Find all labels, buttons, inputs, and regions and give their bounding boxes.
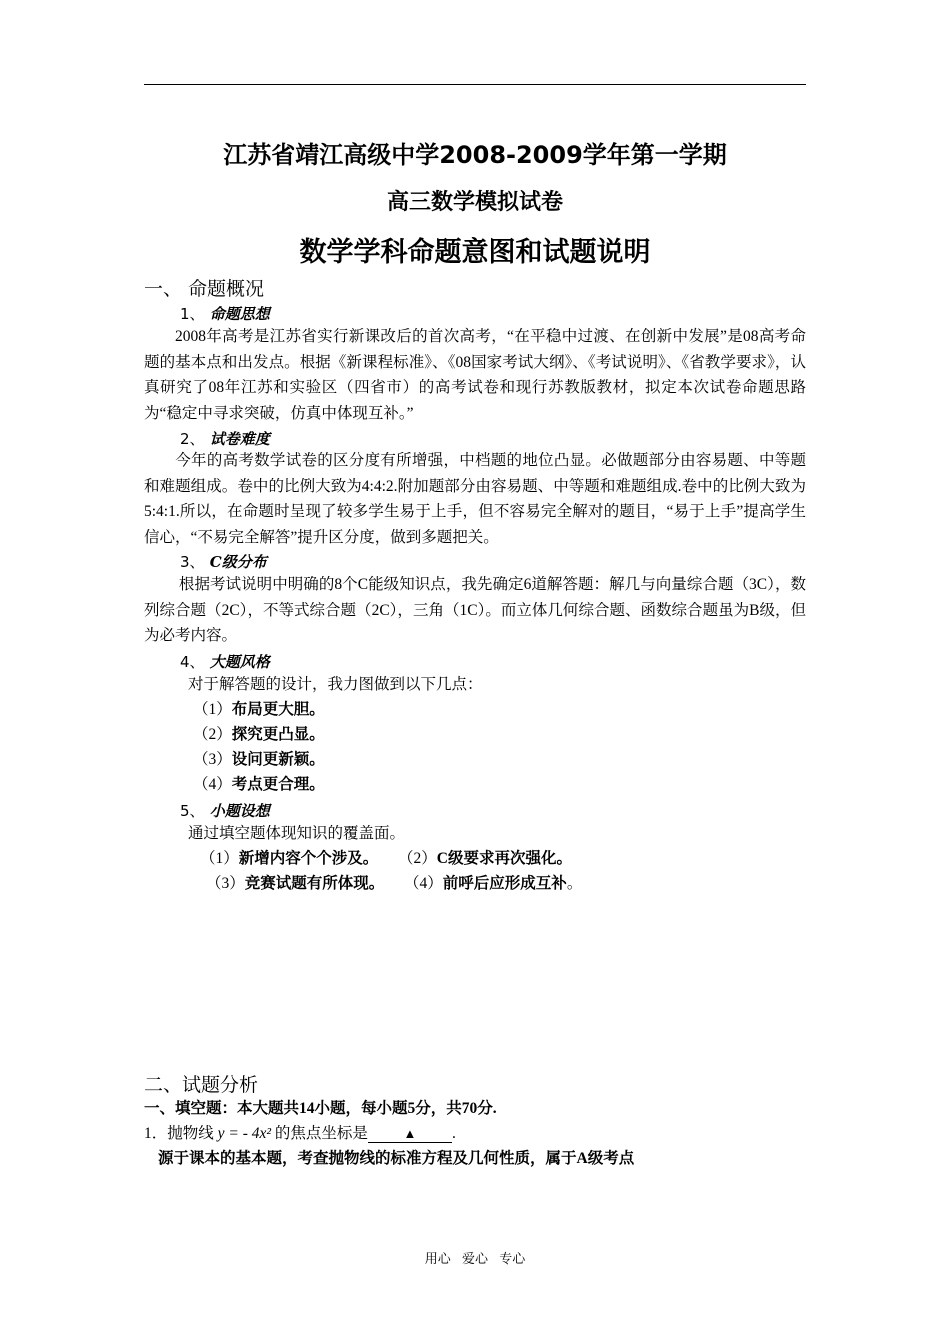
style-point-3	[193, 747, 325, 772]
section1-heading: 一、 命题概况	[144, 278, 265, 300]
subheading-num: 4、	[180, 653, 205, 671]
question-formula: y = - 4x²	[217, 1125, 272, 1142]
point-end: 。	[566, 875, 583, 892]
subheading-2	[180, 428, 270, 449]
paragraph-text: 今年的高考数学试卷的区分度有所增强，中档题的地位凸显。必做题部分由容易题、中等题和难题组成。卷中的比例大致为4:4:2.附加题部分由容易题、中等题和难题组成.卷中的比例大致为5:4:1.所以，在命题时呈现了较多学生易于上手，但不容易完全解对的题目，“易于上手”提高学生信心，“不易完全解答”提升区分度，做到多题把关。	[144, 452, 806, 546]
subheading-title: 命题思想	[209, 305, 270, 323]
subheading-3	[180, 551, 267, 572]
small-q-intro: 通过填空题体现知识的覆盖面。	[188, 825, 406, 842]
answer-blank: ▲	[368, 1126, 452, 1143]
point-num: （2）	[398, 850, 437, 867]
paragraph-3	[144, 572, 806, 649]
subheading-num: 2、	[180, 430, 205, 448]
subheading-title: 小题设想	[209, 802, 270, 820]
question-num: 1．抛物线	[144, 1125, 214, 1142]
point-num: （4）	[404, 875, 443, 892]
style-point-2	[193, 722, 325, 747]
question-1	[144, 1121, 456, 1146]
point-num: （4）	[193, 776, 232, 793]
style-intro: 对于解答题的设计，我力图做到以下几点：	[188, 676, 483, 693]
point-text: 新增内容个个涉及。	[238, 850, 379, 867]
subheading-title: 试卷难度	[209, 430, 270, 448]
point-text: 考点更合理。	[231, 776, 325, 793]
subheading-title: 大题风格	[209, 653, 270, 671]
point-num: （1）	[193, 701, 232, 718]
question-text: 的焦点坐标是	[274, 1125, 368, 1142]
question-end: .	[451, 1125, 456, 1142]
subheading-title: C级分布	[209, 553, 267, 571]
paragraph-text: 2008年高考是江苏省实行新课改后的首次高考，“在平稳中过渡、在创新中发展”是08高考命题的基本点和出发点。根据《新课程标准》、《08国家考试大纲》、《考试说明》、《省教学要求》，认真研究了08年江苏和实验区（四省市）的高考试卷和现行苏教版教材，拟定本次试卷命题思路为“稳定中寻求突破，仿真中体现互补。”	[144, 328, 806, 422]
point-text: 布局更大胆。	[231, 701, 325, 718]
point-num: （3）	[193, 751, 232, 768]
small-q-points-row1	[200, 846, 572, 871]
subheading-num: 5、	[180, 802, 205, 820]
doc-title-main: 数学学科命题意图和试题说明	[299, 237, 651, 268]
point-num: （2）	[193, 726, 232, 743]
paragraph-2	[144, 448, 806, 550]
point-text: 前呼后应形成互补	[442, 875, 567, 892]
doc-title-school: 江苏省靖江高级中学2008-2009学年第一学期	[223, 141, 727, 169]
point-num: （3）	[206, 875, 245, 892]
page-footer: 用心 爱心 专心	[424, 1251, 526, 1266]
point-text: 竞赛试题有所体现。	[244, 875, 385, 892]
subheading-num: 3、	[180, 553, 205, 571]
subheading-5	[180, 800, 270, 821]
section2-heading: 二、试题分析	[144, 1074, 259, 1096]
header-rule	[144, 84, 806, 85]
point-text: 设问更新颖。	[231, 751, 325, 768]
small-q-points-row2	[206, 871, 582, 896]
point-num: （1）	[200, 850, 239, 867]
doc-title-exam: 高三数学模拟试卷	[386, 190, 563, 215]
subheading-num: 1、	[180, 305, 205, 323]
subheading-4	[180, 651, 270, 672]
point-text: C级要求再次强化。	[436, 850, 572, 867]
style-point-4	[193, 772, 325, 797]
paragraph-text: 根据考试说明中明确的8个C能级知识点，我先确定6道解答题：解几与向量综合题（3C），数列综合题（2C），不等式综合题（2C），三角（1C）。而立体几何综合题、函数综合题虽为B级，但为必考内容。	[144, 576, 806, 644]
subheading-1	[180, 303, 270, 324]
style-point-1	[193, 697, 325, 722]
fill-in-intro: 一、填空题：本大题共14小题，每小题5分，共70分.	[144, 1100, 497, 1117]
question-1-note: 源于课本的基本题，考查抛物线的标准方程及几何性质，属于A级考点	[158, 1150, 635, 1167]
point-text: 探究更凸显。	[231, 726, 325, 743]
paragraph-1	[144, 324, 806, 426]
